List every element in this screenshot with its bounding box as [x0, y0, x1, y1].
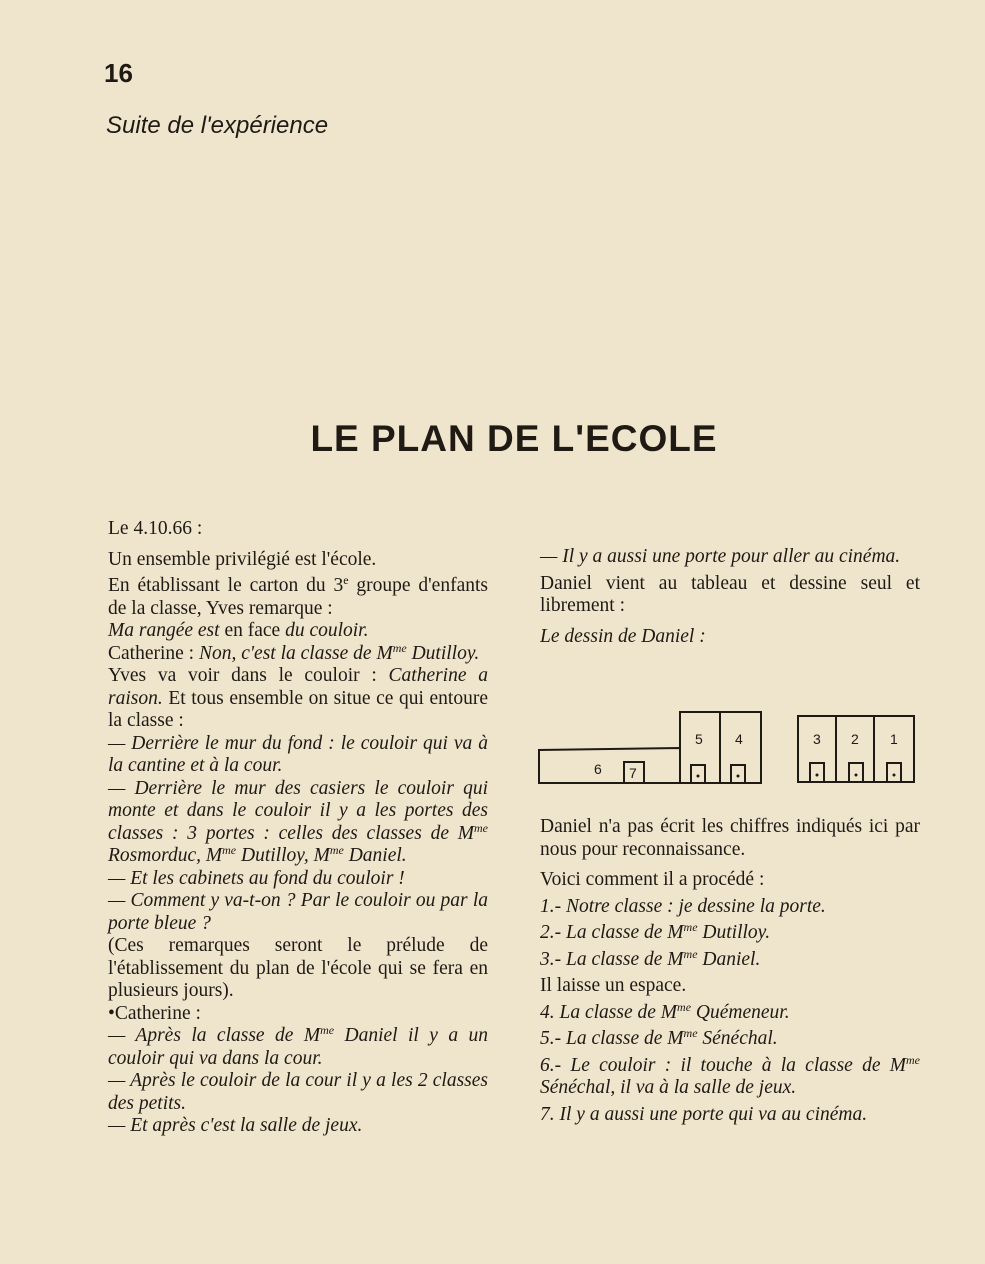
- classroom-3: [798, 716, 836, 782]
- door-1: [887, 763, 901, 782]
- dialogue-line: — Après la classe de $M^{me}$ Daniel il y a un couloir qui va dans la cour.: [108, 1023, 488, 1069]
- classroom-2: [836, 716, 874, 782]
- right-column: [540, 546, 920, 648]
- classroom-1: [874, 716, 914, 782]
- dialogue-line: — Et après c'est la salle de jeux.: [108, 1115, 363, 1136]
- paragraph: Un ensemble privilégié est l'école.: [108, 548, 377, 570]
- list-item: 7. Il y a aussi une porte qui va au cinéma.: [540, 1103, 868, 1125]
- paragraph: Catherine : Non, c'est la classe de $M^{me}$ Dutilloy.: [108, 640, 480, 664]
- paragraph: En établissant le carton du 3e groupe d'enfants de la classe, Yves remarque :: [108, 573, 488, 619]
- left-column: [108, 518, 488, 1138]
- classroom-5: [680, 712, 720, 783]
- door-2: [849, 763, 863, 782]
- dialogue-line: — Après le couloir de la cour il y a les 2 classes des petits.: [108, 1070, 488, 1114]
- paragraph: Voici comment il a procédé :: [540, 869, 765, 890]
- paragraph: •Catherine :: [108, 1002, 201, 1024]
- paragraph: Il laisse un espace.: [540, 975, 687, 996]
- page-number: 16: [104, 58, 133, 88]
- list-item: 2.- La classe de $M^{me}$ Dutilloy.: [540, 920, 771, 943]
- drawing-label: 4: [735, 731, 743, 747]
- list-item: 3.- La classe de $M^{me}$ Daniel.: [540, 946, 761, 970]
- paragraph: Daniel vient au tableau et dessine seul et librement :: [540, 572, 920, 616]
- right-column-lower: [540, 816, 920, 1126]
- dialogue-line: — Comment y va-t-on ? Par le couloir ou par la porte bleue ?: [108, 890, 488, 934]
- list-item: 4. La classe de $M^{me}$ Quémeneur.: [540, 999, 790, 1023]
- drawing-label: 5: [695, 731, 703, 747]
- section-title: Suite de l'expérience: [106, 112, 329, 139]
- drawing-label: 7: [629, 765, 637, 781]
- paragraph: Ma rangée est en face du couloir.: [108, 620, 369, 641]
- dialogue-line: — Et les cabinets au fond du couloir !: [108, 867, 405, 889]
- paragraph: Daniel n'a pas écrit les chiffres indiqués ici par nous pour reconnaissance.: [540, 816, 920, 860]
- dialogue-line: — Il y a aussi une porte pour aller au cinéma.: [540, 546, 901, 567]
- list-item: 5.- La classe de $M^{me}$ Sénéchal.: [540, 1026, 778, 1049]
- list-item: 1.- Notre classe : je dessine la porte.: [540, 895, 826, 917]
- drawing-label: 1: [890, 731, 898, 747]
- door-5: [691, 765, 705, 783]
- drawing-label: 6: [594, 761, 602, 777]
- door-3: [810, 763, 824, 782]
- drawing-label: 2: [851, 731, 859, 747]
- dialogue-line: — Derrière le mur du fond : le couloir qui va à la cantine et à la cour.: [108, 732, 488, 776]
- classroom-4: [720, 712, 761, 783]
- dialogue-line: — Derrière le mur des casiers le couloir qui monte et dans le couloir il y a les portes des classes : 3 portes : celles des classes de $M^{me}$ Rosmorduc, $M^{me}$ Dutilloy, $M^{me}$ Daniel.: [108, 777, 488, 866]
- article-title: LE PLAN DE L'ECOLE: [310, 418, 718, 459]
- date-line: Le 4.10.66 :: [108, 518, 203, 539]
- paragraph: (Ces remarques seront le prélude de l'établissement du plan de l'école qui se fera en plusieurs jours).: [108, 935, 488, 1001]
- drawing-label: 3: [813, 731, 821, 747]
- drawing-caption: Le dessin de Daniel :: [540, 625, 706, 647]
- list-item: 6.- Le couloir : il touche à la classe de $M^{me}$ Sénéchal, il va à la salle de jeux.: [540, 1052, 920, 1098]
- school-plan-drawing: [536, 708, 920, 788]
- corridor-outline: [539, 748, 680, 783]
- door-4: [731, 765, 745, 783]
- paragraph: Yves va voir dans le couloir : Catherine a raison. Et tous ensemble on situe ce qui entoure la classe :: [108, 665, 488, 731]
